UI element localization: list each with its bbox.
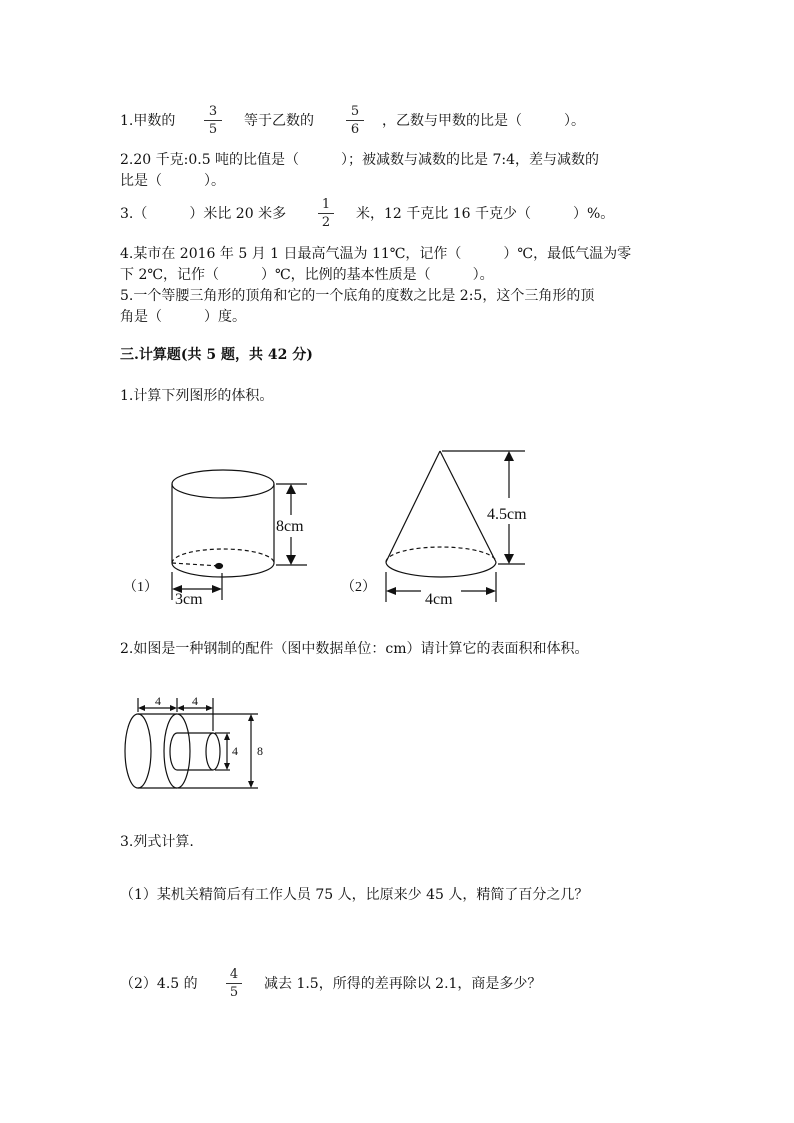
fraction-denominator: 2 [321,215,331,230]
q2-line-1: 2.20 千克:0.5 吨的比值是（ ）；被减数与减数的比是 7:4，差与减数的 [120,152,600,168]
q3-text-b: 米，12 千克比 16 千克少（ ）%。 [356,206,615,222]
fraction-bar [204,120,222,121]
q3-text-a: 3.（ ）米比 20 米多 [120,206,287,222]
q1-fraction-1 [204,104,222,137]
fraction-denominator: 5 [208,122,218,137]
c3-part-2-a: （2）4.5 的 [120,976,198,992]
section-3-title: 三.计算题(共 5 题，共 42 分) [120,347,313,363]
dim-outer-label: 8 [257,744,263,758]
q4-line-2: 下 2℃，记作（ ）℃，比例的基本性质是（ ）。 [120,267,494,283]
fraction-denominator: 6 [350,122,360,137]
c3-part-2-b: 减去 1.5，所得的差再除以 2.1，商是多少？ [264,976,542,992]
fraction-bar [226,983,242,984]
cylinder-radius-label: 3cm [175,591,203,608]
q5-line-2: 角是（ ）度。 [120,309,246,325]
fraction-numerator: 1 [321,197,331,212]
dim-left-label: 4 [155,694,161,708]
fraction-numerator: 4 [229,967,239,982]
figure-1-tag: （1） [123,580,158,595]
c3-part-2-fraction [226,967,242,1000]
q1-text-b: 等于乙数的 [244,113,314,129]
q1-text-c: ，乙数与甲数的比是（ ）。 [382,113,585,129]
cone-height-label: 4.5cm [487,506,527,523]
figure-2-tag: （2） [341,580,376,595]
cylinder-height-label: 8cm [276,518,304,535]
q4-line-1: 4.某市在 2016 年 5 月 1 日最高气温为 11℃，记作（ ）℃，最低气温为零 [120,246,632,262]
c3-part-1: （1）某机关精简后有工作人员 75 人，比原来少 45 人，精简了百分之几？ [120,887,589,903]
cylinder-figure [172,470,307,600]
c2-prompt: 2.如图是一种钢制的配件（图中数据单位：cm）请计算它的表面积和体积。 [120,641,589,657]
fraction-bar [346,120,364,121]
q3-fraction [318,197,334,230]
q1-fraction-2 [346,104,364,137]
volume-figures [115,440,535,620]
steel-part-figure [118,690,288,800]
c1-prompt: 1.计算下列图形的体积。 [120,388,274,404]
dim-right-label: 4 [192,694,198,708]
dim-inner-label: 4 [232,744,238,758]
fraction-denominator: 5 [229,985,239,1000]
q2-line-2: 比是（ ）。 [120,173,225,189]
cone-figure [386,451,525,602]
c3-prompt: 3.列式计算. [120,834,194,850]
fraction-numerator: 3 [208,104,218,119]
fraction-numerator: 5 [350,104,360,119]
fraction-bar [318,213,334,214]
cone-diameter-label: 4cm [425,591,453,608]
q5-line-1: 5.一个等腰三角形的顶角和它的一个底角的度数之比是 2:5，这个三角形的顶 [120,288,595,304]
q1-text-a: 1.甲数的 [120,113,176,129]
